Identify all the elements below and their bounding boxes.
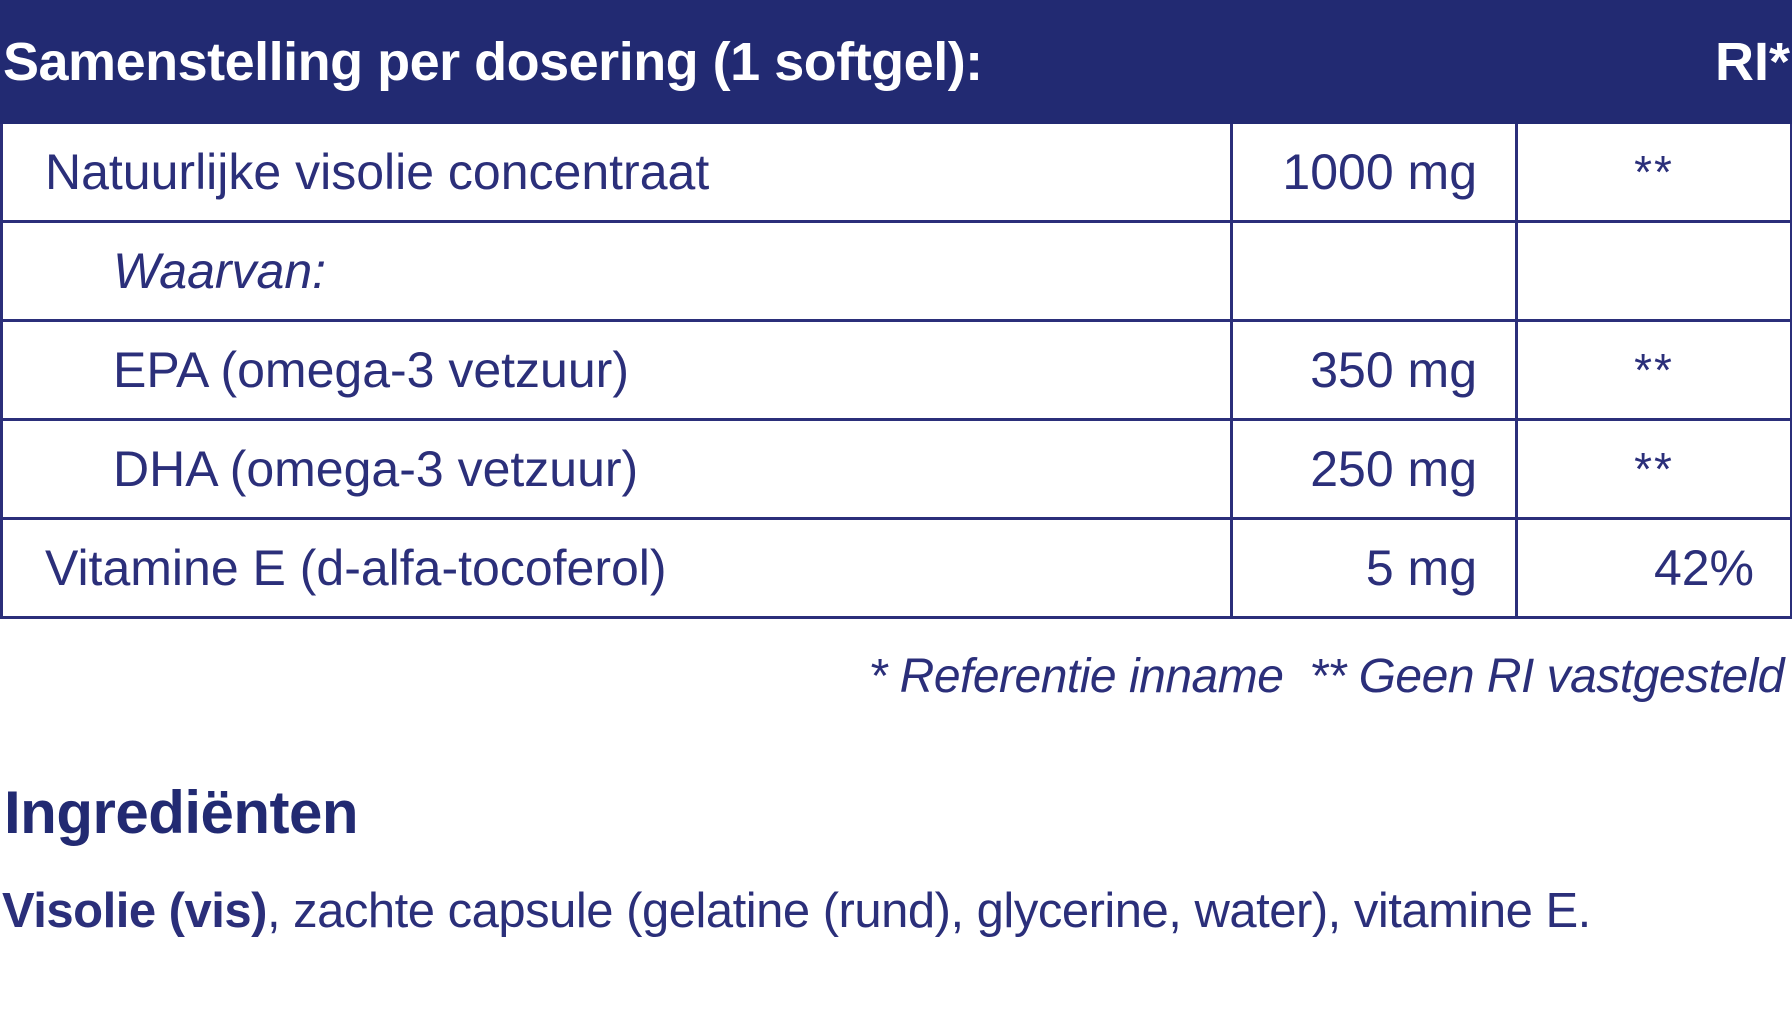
footnote-no-ri: ** Geen RI vastgesteld (1309, 650, 1784, 703)
ingredient-amount: 5 mg (1232, 519, 1517, 618)
ingredient-name: Natuurlijke visolie concentraat (2, 123, 1232, 222)
ingredient-ri (1517, 222, 1792, 321)
table-row (2, 222, 1792, 321)
ingredient-ri: ** (1517, 123, 1792, 222)
ingredient-ri: 42% (1517, 519, 1792, 618)
ingredient-ri: ** (1517, 321, 1792, 420)
ingredient-name: Vitamine E (d-alfa-tocoferol) (2, 519, 1232, 618)
ingredients-heading: Ingrediënten (4, 779, 359, 846)
table-header-ri: RI* (1517, 2, 1792, 123)
ingredients-list (0, 883, 1792, 939)
ingredient-amount: 250 mg (1232, 420, 1517, 519)
footnote-reference-intake: * Referentie inname (868, 650, 1284, 703)
table-row (2, 321, 1792, 420)
ingredients-rest: , zachte capsule (gelatine (rund), glycerine, water), vitamine E. (266, 884, 1591, 938)
ingredient-amount: 350 mg (1232, 321, 1517, 420)
table-row (2, 420, 1792, 519)
ingredient-name: Waarvan: (2, 222, 1232, 321)
ingredient-name: DHA (omega-3 vetzuur) (2, 420, 1232, 519)
table-header-row (2, 2, 1792, 123)
table-row (2, 519, 1792, 618)
ingredient-amount (1232, 222, 1517, 321)
ingredients-lead: Visolie (vis) (2, 884, 267, 938)
table-header-title: Samenstelling per dosering (1 softgel): (2, 2, 1517, 123)
table-row (2, 123, 1792, 222)
ingredient-amount: 1000 mg (1232, 123, 1517, 222)
ingredient-name: EPA (omega-3 vetzuur) (2, 321, 1232, 420)
ingredient-ri: ** (1517, 420, 1792, 519)
footnotes (0, 649, 1792, 704)
